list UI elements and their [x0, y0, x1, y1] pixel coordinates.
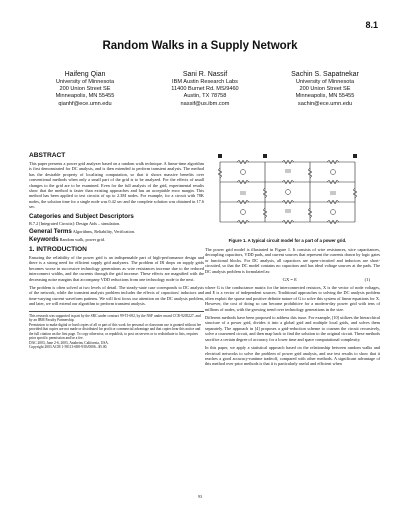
categories-heading: Categories and Subject Descriptors: [29, 212, 134, 220]
equation-text: GX = E: [282, 277, 297, 283]
page-number: 93: [198, 494, 202, 499]
copyright-block: [29, 311, 204, 350]
general-terms-heading: General Terms: [29, 228, 72, 236]
intro-paragraph-1: Ensuring the reliability of the power grid is an indispensable part of high-performance design and there is a strong need for efficient supply grid analyzers. The problem of IR drops on supply grids becomes worse in successive technology generations as wire resistances increase due to the reduced interconnect widths, and the currents through the grid increase. These effects are magnified with the decreasing noise margins that accompany VDD reductions from one technology node to the next.: [29, 254, 204, 282]
author-address: 11400 Burnet Rd. MS/9460: [171, 86, 239, 93]
author-email[interactable]: nassif@us.ibm.com: [180, 100, 230, 107]
abstract-heading: ABSTRACT: [29, 152, 66, 159]
right-paragraph-1: The power grid model is illustrated in Figure 1. It consists of wire resistances, wire capacitances, decoupling capacitors, VDD pads, and current sources that represent the currents drawn by logic gates or functional blocks. For DC analysis, all capacitors are open-circuited and inductors are short-circuited, so that the DC model contains no capacitors and has ideal voltage sources at the pads. The DC analysis problem is formulated as:: [205, 247, 380, 274]
keywords: [29, 237, 204, 242]
permission-note: Permission to make digital or hard copies of all or part of this work for personal or classroom use is granted without fee provided that copies are not made or distributed for profit or commercial advantage and that copies bear this notice and the full citation on the first page. To copy otherwise, or republish, to post on servers or to redistribute to lists, requires prior specific permission and/or a fee.: [29, 322, 202, 341]
author-address: 200 Union Street SE: [59, 86, 111, 93]
author-name: Haifeng Qian: [64, 71, 106, 78]
general-terms: [29, 229, 204, 234]
session-number: 8.1: [365, 20, 378, 30]
copyright-note: Copyright 2003 ACM 1-58113-688-9/03/0006...$5.00.: [29, 345, 108, 350]
right-paragraph-3: Different methods have been proposed to address this issue. For example, [10] utilizes the hierarchical structure of a power grid, divides it into a global grid and multiple local grids, and solves them separately. The approach in [4] proposes a grid-reduction scheme to coarsen the circuit recursively, solve a coarsened circuit, and then map back to find the solution to the original circuit. These methods sacrifice a certain degree of accuracy for a lower time and space computational complexity.: [205, 315, 380, 342]
funding-note: This research was supported in part by the SRC under contract 99-TJ-692, by the NSF under award CCR-9205227, and by an IBM Faculty Partnership.: [29, 313, 201, 323]
vdd-pad-symbols: [218, 154, 357, 158]
right-column: [205, 247, 380, 370]
author-name: Sachin S. Sapatnekar: [291, 71, 359, 78]
author-address: 200 Union Street SE: [299, 86, 351, 93]
intro-paragraph-2: The problem is often solved at two levels of detail. The steady-state case corresponds to DC analysis of the network, while the transient analysis problem includes the effects of capacitors/ inductors and time-varying current waveform patterns. We will first focus our attention on the DC analysis problem, and later, we will extend our algorithm to perform transient analysis.: [29, 284, 204, 307]
power-grid-figure: [205, 150, 370, 232]
author-city: Minneapolis, MN 55455: [55, 93, 115, 100]
general-terms-text: Algorithms, Reliability, Verification.: [72, 229, 136, 235]
conference-note: DAC 2003, June 2-6, 2003, Anaheim, California, USA.: [29, 340, 109, 345]
equation-number: (1): [364, 277, 370, 283]
left-column: [29, 152, 204, 350]
author-email[interactable]: qianhf@ece.umn.edu: [58, 100, 112, 107]
intro-heading: 1. INTRODUCTION: [29, 245, 87, 253]
right-paragraph-2: where G is the conductance matrix for the interconnected resistors, X is the vector of node voltages, and E is a vector of independent sources. Traditional approaches to solving the DC analysis problem often exploit the sparse and positive definite nature of G to solve this system of linear equations for X. However, the cost of doing so can become prohibitive for a modern-day power grid with tens of millions of nodes, with the growing trend over technology generations in the size.: [205, 285, 380, 312]
author-3: [270, 70, 380, 108]
abstract-text: This paper presents a power grid analyzer based on a random walk technique. A linear-time algorithm is first demonstrated for DC analysis, and is then extended to perform transient analysis. The method has the desirable property of localizing computation, so that it shows massive benefits over conventional methods when only a small part of the grid is to be analyzed. For the effects of small changes to the grid are to be examined. Even for the full analysis of the grid, experimental results show that the method is faster than existing approaches and has an acceptable error margin. This method has been applied to test circuits of up to 2.3M nodes. For example, for a circuit with 78K nodes, the solution time for a single node was 0.42 sec and the complete solution was obtained in 17.6 sec.: [29, 161, 204, 210]
author-affiliation: University of Minnesota: [295, 79, 355, 85]
author-affiliation: University of Minnesota: [55, 79, 115, 85]
keywords-heading: Keywords: [29, 236, 59, 244]
author-1: [30, 70, 140, 108]
author-block: [30, 70, 380, 108]
author-email[interactable]: sachin@ece.umn.edu: [297, 100, 353, 107]
equation-1: [205, 277, 380, 282]
right-paragraph-4: In this paper, we apply a statistical approach based on the relationship between random walks and electrical networks to solve the problem of power grid analysis, and use test results to show that it reaches a good accuracy-runtime tradeoff, compared with other methods. A significant advantage of this method over prior methods is that it is particularly useful and efficient when: [205, 345, 380, 367]
paper-title: Random Walks in a Supply Network: [102, 40, 298, 52]
author-city: Austin, TX 78758: [183, 93, 227, 100]
current-source-symbols: [241, 170, 336, 215]
figure-caption: Figure 1. A typical circuit model for a part of a power grid.: [228, 238, 347, 243]
categories-text: B.7.2 [Integrated Circuits]: Design Aids – simulation.: [29, 220, 121, 226]
author-city: Minneapolis, MN 55455: [295, 93, 355, 100]
keywords-text: Random walk, power grid.: [59, 237, 106, 243]
author-name: Sani R. Nassif: [182, 71, 228, 78]
author-2: [150, 70, 260, 108]
author-affiliation: IBM Austin Research Labs: [172, 79, 238, 85]
